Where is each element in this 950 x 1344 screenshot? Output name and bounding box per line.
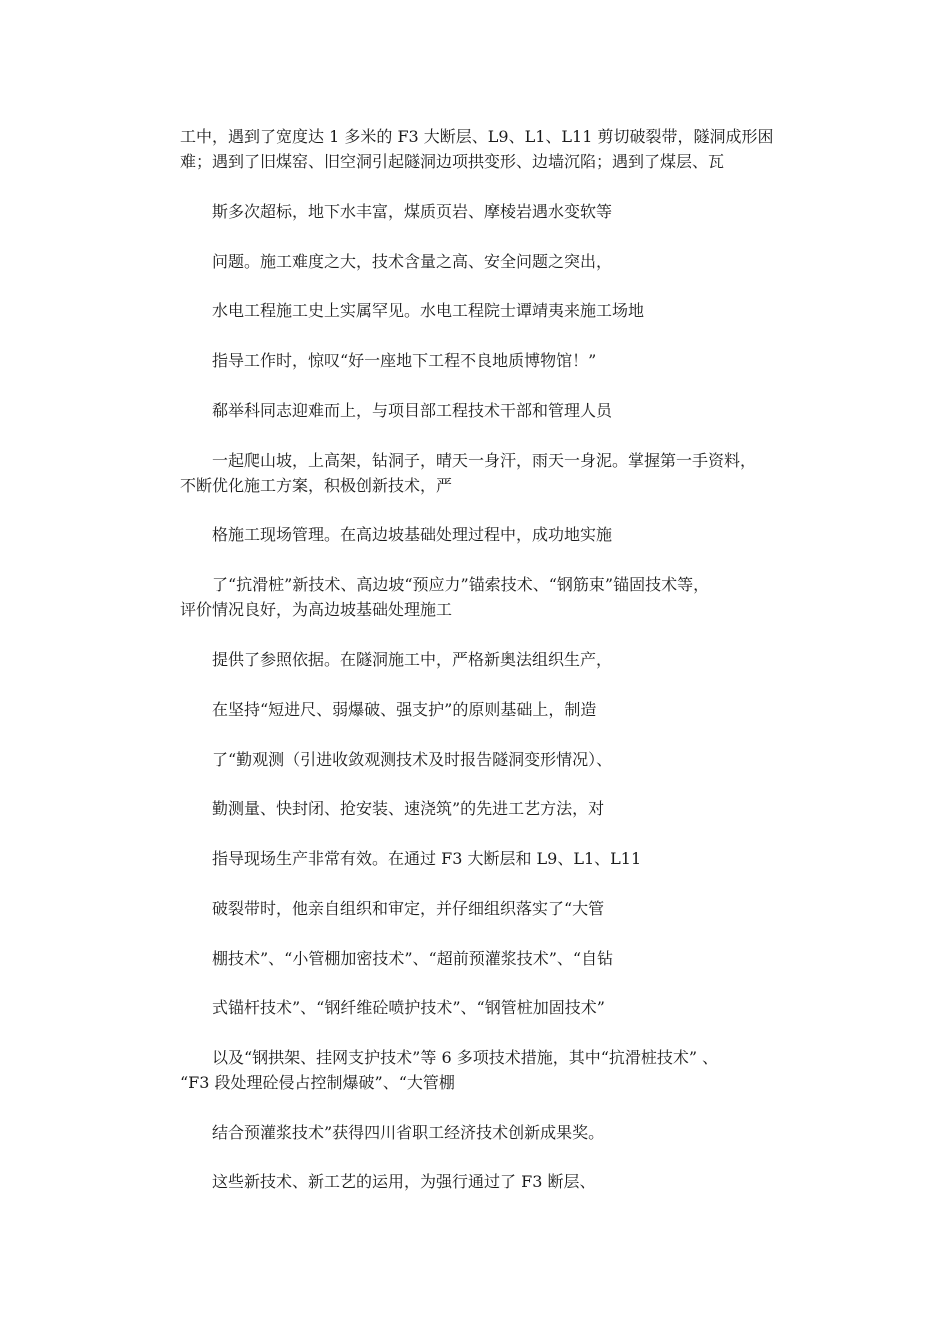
text-line-wrap [180, 1120, 790, 1145]
text-line: 水电工程施工史上实属罕见。水电工程院士谭靖夷来施工场地 [212, 301, 645, 320]
text-line-wrap [180, 1169, 790, 1194]
paragraph [180, 647, 790, 672]
paragraph [180, 199, 790, 224]
text-line: 指导工作时，惊叹“好一座地下工程不良地质博物馆！” [212, 351, 597, 370]
text-line: 式锚杆技术”、“钢纤维砼喷护技术”、“钢管桩加固技术” [212, 998, 605, 1017]
paragraph [180, 697, 790, 722]
text-line-wrap [180, 796, 790, 821]
paragraph [180, 946, 790, 971]
text-line: 提供了参照依据。在隧洞施工中，严格新奥法组织生产， [212, 650, 613, 669]
text-line: 在坚持“短进尺、弱爆破、强支护”的原则基础上，制造 [212, 700, 597, 719]
text-line: 破裂带时，他亲自组织和审定，并仔细组织落实了“大管 [212, 899, 605, 918]
text-line-wrap [180, 249, 790, 274]
text-line: 以及“钢拱架、挂网支护技术”等 6 多项技术措施，其中“抗滑桩技术” 、 [212, 1048, 719, 1067]
text-line-wrap [180, 747, 790, 772]
paragraph [180, 572, 790, 622]
text-line: 了“勤观测（引进收敛观测技术及时报告隧洞变形情况）、 [212, 750, 613, 769]
text-line: 评价情况良好，为高边坡基础处理施工 [180, 600, 453, 619]
text-line: 格施工现场管理。在高边坡基础处理过程中，成功地实施 [212, 525, 613, 544]
text-line-wrap [180, 697, 790, 722]
text-line: 斯多次超标，地下水丰富，煤质页岩、摩棱岩遇水变软等 [212, 202, 613, 221]
text-line: 工中，遇到了宽度达 1 多米的 F3 大断层、L9、L1、L11 剪切破裂带，隧洞成形困 [180, 127, 774, 146]
text-line-wrap [180, 199, 790, 224]
text-line-wrap [180, 647, 790, 672]
text-line-wrap [180, 896, 790, 921]
paragraph [180, 1169, 790, 1194]
text-line-wrap [180, 298, 790, 323]
paragraph [180, 846, 790, 871]
paragraph [180, 298, 790, 323]
text-line-wrap [180, 995, 790, 1020]
paragraph [180, 747, 790, 772]
text-line: 难；遇到了旧煤窑、旧空洞引起隧洞边项拱变形、边墙沉陷；遇到了煤层、瓦 [180, 152, 725, 171]
text-line-wrap [180, 1045, 790, 1070]
text-line-wrap [180, 946, 790, 971]
text-line: 了“抗滑桩”新技术、高边坡“预应力”锚索技术、“钢筋束”锚固技术等， [212, 575, 710, 594]
paragraph [180, 995, 790, 1020]
text-line: 问题。施工难度之大，技术含量之高、安全问题之突出， [212, 252, 613, 271]
paragraph [180, 1120, 790, 1145]
text-line: 勤测量、快封闭、抢安装、速浇筑”的先进工艺方法，对 [212, 799, 605, 818]
text-line-wrap [180, 448, 790, 473]
text-line: 指导现场生产非常有效。在通过 F3 大断层和 L9、L1、L11 [212, 849, 642, 868]
paragraph [180, 796, 790, 821]
text-line: 棚技术”、“小管棚加密技术”、“超前预灌浆技术”、“自钻 [212, 949, 614, 968]
text-line-wrap [180, 348, 790, 373]
paragraph [180, 448, 790, 498]
paragraph [180, 249, 790, 274]
paragraph [180, 124, 790, 174]
text-line: “F3 段处理砼侵占控制爆破”、“大管棚 [180, 1073, 455, 1092]
paragraph [180, 896, 790, 921]
text-line-wrap [180, 522, 790, 547]
text-line-wrap [180, 398, 790, 423]
text-line: 结合预灌浆技术”获得四川省职工经济技术创新成果奖。 [212, 1123, 605, 1142]
text-line-wrap [180, 572, 790, 597]
paragraph [180, 522, 790, 547]
text-line: 一起爬山坡，上高架，钻洞子，晴天一身汗，雨天一身泥。掌握第一手资料， [212, 451, 757, 470]
paragraph [180, 348, 790, 373]
paragraph [180, 398, 790, 423]
text-line: 这些新技术、新工艺的运用，为强行通过了 F3 断层、 [212, 1172, 596, 1191]
text-line: 不断优化施工方案，积极创新技术，严 [180, 476, 453, 495]
paragraph [180, 1045, 790, 1095]
text-line: 郗举科同志迎难而上，与项目部工程技术干部和管理人员 [212, 401, 613, 420]
text-line-wrap [180, 846, 790, 871]
